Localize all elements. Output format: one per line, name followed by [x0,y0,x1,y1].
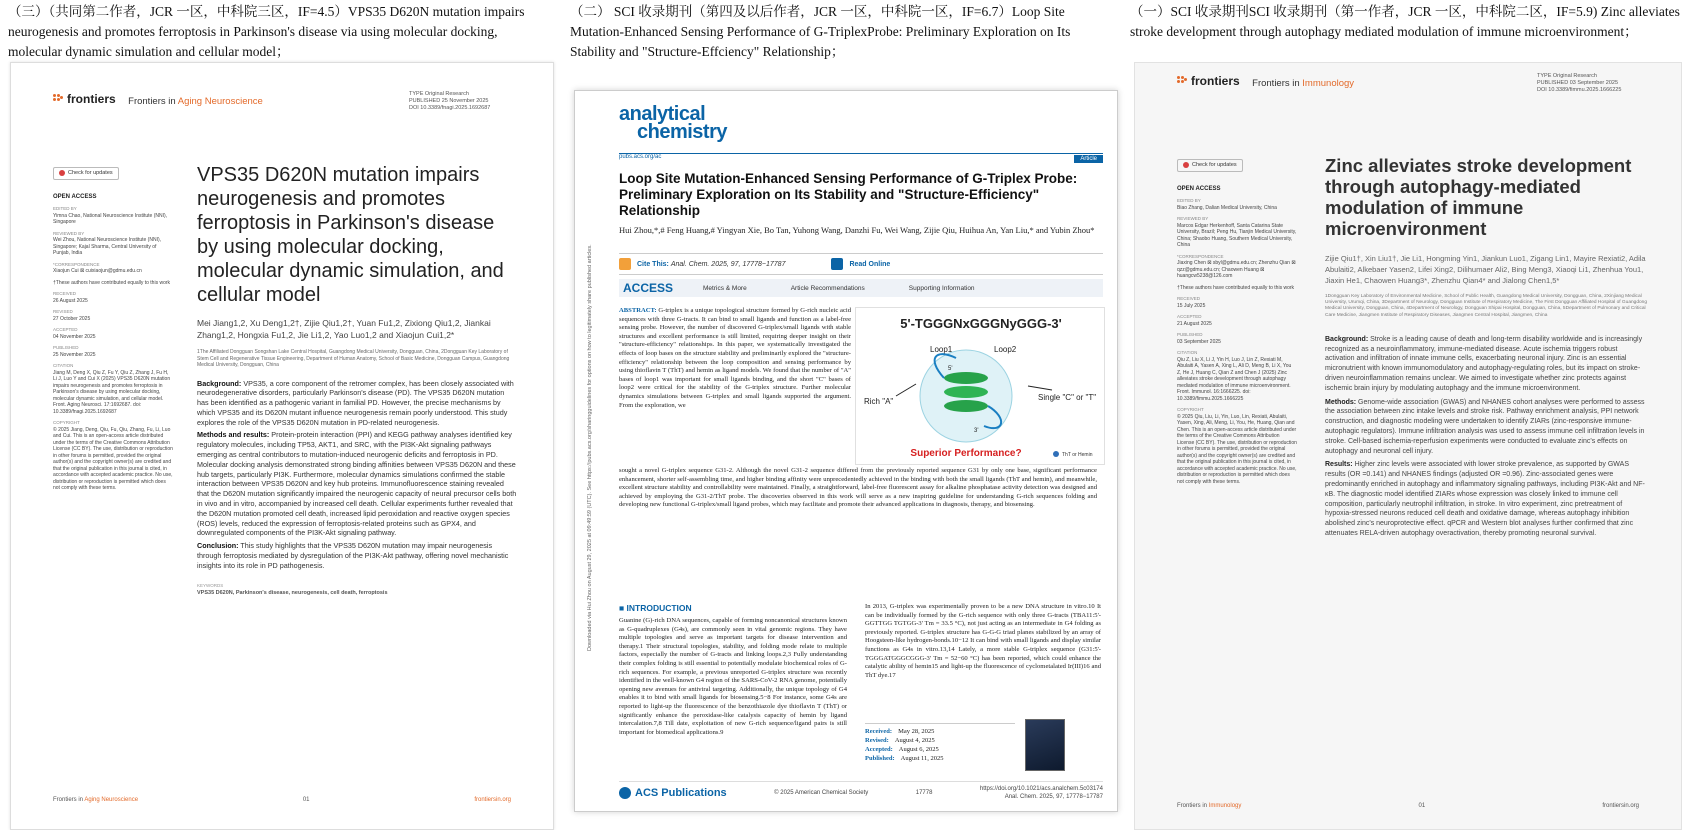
recommendations-link[interactable]: Article Recommendations [790,284,865,292]
journal-bar [619,153,1103,163]
paper-footer: Frontiers in Aging Neuroscience 01 frontiersin.org [53,797,511,803]
toc-sequence: 5'-TGGGNxGGGNyGGG-3' [900,316,1062,331]
sidebar-block [1177,198,1297,211]
sidebar-block [53,291,173,304]
date-row [865,727,1015,736]
toc-5prime: 5' [948,366,953,372]
access-label: ACCESS [623,281,674,295]
paper-keywords: KEYWORDS VPS35 D620N, Parkinson's disease, neurogenesis, cell death, ferroptosis [197,582,388,596]
sidebar-block [1177,350,1297,402]
article-dates [865,723,1015,763]
abstract-paragraph [1325,335,1647,394]
abstract-text: Genome-wide association (GWAS) and NHANES cohort analyses were performed to assess the association between zinc intake levels and stroke risk. Pathway enrichment analysis, PPI network construction, and diagnostic modeling were undertaken to identify ZIARs (zinc-responsive immune-autophagic regulators). Immune infiltration analysis was used to assess immune cell infiltration levels in stroke. Cell-based ischemia-reperfusion experiments were conducted to evaluate zinc's effects on autophagy and neuronal cell injury. [1325,398,1645,455]
paper-abstract [1325,335,1647,539]
date-value: August 6, 2025 [898,746,939,753]
date-label: Published: [865,755,895,762]
abstract-text: Stroke is a leading cause of death and long-term disability worldwide and is increasingly recognized as a neuroinflammatory, immune-mediated disease. Acute ischemia triggers robust activation and infiltration of innate immune cells, exacerbating neuronal injury. Zinc is an essential micronutrient with known immunomodulatory and autophagy-regulating roles, but its impact on stroke-driven neuroinflammation remains unclear. We aimed to investigate whether zinc protects against ischemic brain injury by modulating autophagy and the immune microenvironment. [1325,335,1643,392]
g-plane-3 [944,400,988,412]
download-notice: Downloaded via Hui Zhou on August 29, 2025 at 09:49:59 (UTC). See https://pubs.acs.org/sharingguidelines for options on how to legitimately share published articles. [587,244,593,651]
sidebar-block-text: 27 October 2025 [53,315,91,322]
paper-page-right [1134,62,1682,830]
page-number: 01 [1418,803,1426,809]
frontiers-dots-icon [1177,76,1187,86]
abstract-heading: Results: [1325,461,1353,469]
date-value: August 4, 2025 [894,737,935,744]
paper-title: Zinc alleviates stroke development through autophagy-mediated modulation of immune microenvironment [1325,155,1632,239]
sidebar-block [53,206,173,226]
access-bar [619,279,1103,297]
open-access-label: OPEN ACCESS [1177,185,1221,192]
sidebar-block-text: Biao Zhang, Dalian Medical University, China [1177,204,1277,211]
sidebar-block-label: REVIEWED BY [53,230,85,236]
sidebar-block-label: CITATION [53,363,74,368]
column-middle [568,0,1118,830]
open-access-label: OPEN ACCESS [53,193,97,200]
sidebar-block-text: 04 November 2025 [53,333,96,340]
sidebar-block-label: REVIEWED BY [1177,216,1209,221]
sidebar-block-text: †These authors have contributed equally to this work [1177,284,1295,291]
sidebar-block [1177,216,1297,249]
sidebar-block-label: RECEIVED [1177,296,1201,301]
introduction-right: In 2013, G-triplex was experimentally proven to be a new DNA structure in vitro.10 It can be individually formed by the G-rich sequence with only three G-tracts (TBA11:5'-GGTTGG TGTGG-3' Tm = 33.5 °C), not just acting as an intermediate in G4 folding as previously reported. G-triplex structure has G-G-G triad planes stabilized by an array of Hoogsteen-like hydrogen-bonds.10−12 It can bind with small ligands and display similar functions as G4s in vitro.13,14 Lately, a more stable G-triplex sequence (G31:5'-TGGGATGGGCGGG-3' Tm = 52−60 °C) has been reported, which could enhance the catalytic ability of hemin15 and light-up the fluorescence of cyclometalated Ir(III)16 and ThT dye.17 [865,603,1101,679]
sidebar-block-label: ACCEPTED [1177,314,1202,319]
sidebar-block-text: Jiaxing Chen ⊠ sbyl@gdmu.edu.cn; Zhenzhu Qian ⊠ qzz@gdmu.edu.cn; Chaowen Huang ⊠ huangcw5238@126.com [1177,260,1296,279]
date-label: Accepted: [865,746,893,753]
paper-affiliations: 1The Affiliated Dongguan Songshan Lake Central Hospital, Guangdong Medical University, Dongguan, China, 2Dongguan Key Laboratory of Stem Cell and Regenerative Tissue Engineering, Department of Human Anatomy, School of Basic Medicine, Dongguan Campus, Guangdong Medical University, Dongguan, China [197,349,510,368]
abstract-paragraph [1325,398,1647,457]
sidebar-block-label: RECEIVED [53,291,77,296]
single-arrow [1028,386,1052,390]
article-meta: TYPE Original Research PUBLISHED 25 November 2025 DOI 10.3389/fnagi.2025.1692687 [409,91,491,111]
sidebar-block [1177,254,1297,280]
sidebar-block [53,363,173,415]
sidebar-info [1177,159,1297,490]
date-row [865,745,1015,754]
sidebar-block-text: Wei Zhou, National Neuroscience Institute (NNI), Singapore; Kajal Sharma, Central University of Punjab, India [53,237,162,256]
legend-dot [1053,451,1059,457]
toc-3prime: 3' [974,428,979,434]
journal-cover-thumbnail [1025,719,1065,771]
abstract-paragraph [197,541,517,570]
sidebar-block-text: 03 September 2025 [1177,338,1221,345]
abstract-text: This study highlights that the VPS35 D620N mutation may impair neurogenesis through ferroptosis mediated by dysregulation of the PI3K-Akt pathway, offering novel mechanistic insights into its role in PD pathogenesis. [197,541,509,570]
sidebar-block [1177,407,1297,485]
column-right [1128,0,1684,830]
supporting-info-link[interactable]: Supporting Information [908,284,975,292]
abstract-heading: Conclusion: [197,541,239,551]
sidebar-block [1177,332,1297,345]
read-online-icon [831,258,843,270]
sidebar-block-label: *CORRESPONDENCE [1177,253,1224,259]
sidebar-block-label: EDITED BY [1177,198,1201,203]
paper-authors: Hui Zhou,*,# Feng Huang,# Yingyan Xie, Bo Tan, Yuhong Wang, Danzhi Fu, Wei Wang, Zijie Qiu, Huihua An, Yan Liu,* and Yubin Zhou* [619,225,1095,235]
abstract-part1: ABSTRACT: G-triplex is a unique topological structure formed by G-rich nucleic acid sequences with three G-tracts. It can bind to small ligands and function as a label-free sensing probe. However, the number of discovered G-triplex/small ligands with stable structures and excellent performance is still limited, requiring deeper insight on their "structure-efficiency" relationships. In this paper, we systematically investigated the effects of loop bases on the structure stability and preliminarily explored the "structure-efficiency" relationship between the loop composition and sensing performance by using thioflavin T (ThT) and hemin as ligand models. We found that the number of "A" bases of loop1 was important for small ligands binding, and the short "C" bases of loop2 were critical for the stability of the G-triplex structure. Further molecular dynamics simulations between G-triplex and small ligands supported the argument. From the exploration, we [619,307,851,409]
date-label: Revised: [865,737,889,744]
paper-main [1325,155,1647,543]
sidebar-block-label: COPYRIGHT [53,420,80,425]
abstract-text: Protein-protein interaction (PPI) and KEGG pathway analyses identified key regulatory molecules, including TP53, AKT1, and SRC, with the PI3K-Akt signaling pathways emerging as central contributors to mutation-induced neurogenic deficits and ferroptosis in PD. Molecular docking analysis demonstrated strong binding affinities between VPS35 D620N and these hub targets, particularly PI3K. Furthermore, molecular dynamics simulations confirmed the stable interaction between VPS35 D620N and key hub proteins. Immunofluorescence staining revealed that the D620N mutation significantly impaired the neurogenic capacity of neural precursor cells both in vivo and in vitro, accompanied by increased cell death. Cellular experiments further revealed that the D620N mutation promoted cell death, increased lipid peroxidation and reactive oxygen species (ROS) levels, reduced the expression of ferroptosis-related proteins such as GPX4, and downregulated components of the PI3K-Akt signaling pathway. [197,430,517,538]
footer-doi-block [980,785,1103,801]
read-online-link[interactable]: Read Online [849,260,891,268]
sidebar-block [53,280,173,287]
abstract-text: VPS35, a core component of the retromer complex, has been closely associated with neurodegenerative disorders, particularly Parkinson's disease (PD). The VPS35 D620N mutation has been identified as a pathogenic variant in familial PD. However, the precise mechanisms by which VPS35 and its D620N mutant influence neurogenesis remain poorly understood. This study explores the role of the VPS35 D620N mutation in PD-related neurogenesis. [197,378,514,427]
sidebar-block-text: 15 July 2025 [1177,302,1206,309]
abstract-heading: Background: [197,378,242,388]
sidebar-block-label: EDITED BY [53,206,77,211]
abstract-part2: sought a novel G-triplex sequence G31-2. Although the novel G31-2 sequence differed from the previously reported sequence G31 by only one base, significant performance enhancement, shorter self-assembling time, and higher binding affinity were unprecedentedly achieved in the binding with both the small ligands (ThT and hemin), and meanwhile, excellent structure stability and controllability were maintained. Finally, a straightforward, label-free fluorescent assay for alkaline phosphatase activity detection was designed and achieved by employing the G31-2/ThT probe. The discoveries observed in this work will serve as a new inspiring guideline for understanding G-rich sequences folding and developing new functional G-triplex/small ligand probes, which may facilitate and promote their advanced applications in diagnosis, therapy, and biosensing. [619,467,1097,509]
journal-url[interactable]: pubs.acs.org/ac [619,154,662,160]
sidebar-block [53,420,173,492]
abstract-paragraph [197,379,517,428]
section-heading-introduction: ■ INTRODUCTION [619,603,692,613]
cite-icon [619,258,631,270]
sidebar-block [1177,314,1297,327]
check-updates-icon [1183,162,1189,168]
date-label: Received: [865,728,893,735]
abstract-heading: Methods and results: [197,430,270,440]
caption-left: （三）（共同第二作者，JCR 一区，中科院三区，IF=4.5）VPS35 D620N mutation impairs neurogenesis and promotes ferroptosis in Parkinson's disease via using molecular docking, molecular dynamic simulation and cellular model； [8,4,525,59]
cite-reference: Anal. Chem. 2025, 97, 17778−17787 [670,260,786,268]
abstract-text: Higher zinc levels were associated with lower stroke prevalence, as supported by GWAS results (OR =0.141) and NHANES findings (adjusted OR =0.96). Zinc-associated genes were predominantly enriched in autophagy and inflammatory signaling pathways, including PI3K-Akt and NF-κB. The diagnostic model identified ZIARs whose expression was closely linked to immune cell composition, particularly neutrophil infiltration, in stroke. In vitro experiment, zinc pretreatment of hypoxia-stressed neurons reduced cell death and oxidative damage, whereas autophagy inhibition abolished zinc's neuroprotective effect. qPCR and Western blot analyses further confirmed that zinc attenuates RELA-driven autophagy overactivation, thereby promoting neuronal survival. [1325,461,1645,537]
sidebar-block-text: 21 August 2025 [1177,320,1212,327]
sidebar-block [53,327,173,340]
abstract-heading: Background: [1325,335,1369,343]
sidebar-blocks [53,206,173,492]
footer-link[interactable]: frontiersin.org [1602,803,1639,809]
footer-link[interactable]: frontiersin.org [474,797,511,803]
journal-logo: analytical chemistry [619,103,727,143]
g-plane-2 [944,386,988,398]
acs-logo-icon [619,787,631,799]
paper-footer: Frontiers in Immunology 01 frontiersin.org [1177,803,1639,809]
toc-loop2: Loop2 [994,345,1017,354]
sidebar-block-label: PUBLISHED [53,345,79,350]
caption-right: （一）SCI 收录期刊SCI 收录期刊（第一作者，JCR 一区，中科院二区，IF=5.9) Zinc alleviates stroke development through autophagy mediated modulation of immune microenvironment； [1130,4,1680,39]
sidebar-block-text: Xiaojun Cui ⊠ cuixiaojun@gdmu.edu.cn [53,268,142,274]
sidebar-block [1177,285,1297,292]
paper-affiliations: 1Dongguan Key Laboratory of Environmental Medicine, School of Public Health, Guangdong Medical University, Dongguan, China, 2Xinjiang Medical University, Urumqi, China, 3Department of Neurology, Dongguan Institute of Respiratory Medicine, The First Dongguan Affiliated Hospital of Guangdong Medical University, Dongguan, China, 4Department of Neurology, Dongguan Shipai Hospital, Dongguan, China, 5Department of Pulmonary and Critical Care Medicine, Jiangmen Institute of Respiratory Diseases, Jiangmen Central Hospital, Jiangmen, China [1325,294,1648,318]
g-plane-1 [944,372,988,384]
sidebar-block [53,262,173,275]
date-value: May 28, 2025 [898,728,935,735]
paper-footer [619,781,1103,803]
frontiers-dots-icon [53,94,63,104]
g-triplex-diagram [856,308,1106,466]
paper-page-middle [574,90,1118,812]
sidebar-blocks [1177,198,1297,485]
journal-name: Frontiers in Aging Neuroscience [128,96,263,107]
sidebar-info [53,167,173,497]
journal-name: Frontiers in Immunology [1252,78,1355,89]
column-left [6,0,556,830]
toc-legend: ThT or Hemin [1062,452,1093,458]
paper-authors: Zijie Qiu1†, Xin Liu1†, Jie Li1, Hongming Yin1, Jiankun Luo1, Zigang Lin1, Mayire Rexiati2, Adila Abulaiti2, Alkebaer Yasen2, Lifei Xing2, Dilihumaer Ali2, Bing Meng3, Xiaoqi Li1, Zhenhua You1, Jiaxin He1, Chaowen Huang3*, Zhenzhu Qian4* and Jialong Chen1,5* [1325,254,1646,285]
rich-arrow [896,384,916,396]
sidebar-block [53,231,173,257]
abstract-paragraph [197,430,517,538]
toc-graphic [855,307,1105,465]
toc-loop1: Loop1 [930,345,953,354]
paper-header [53,91,519,121]
metrics-link[interactable]: Metrics & More [703,284,747,292]
check-updates-icon [59,170,65,176]
sidebar-block-text: 25 November 2025 [53,351,96,358]
page-number: 01 [302,797,310,803]
frontiers-logo: frontiers [53,92,116,106]
sidebar-block-text: †These authors have contributed equally to this work [53,279,171,286]
sidebar-block [53,345,173,358]
toc-rich-a: Rich "A" [864,397,894,406]
paper-abstract [197,379,517,571]
abstract-heading: Methods: [1325,398,1357,406]
footer-ref: Anal. Chem. 2025, 97, 17778−17787 [1004,793,1103,800]
frontiers-logo: frontiers [1177,74,1240,88]
paper-page-left [10,62,554,830]
paper-header [1177,73,1647,103]
sidebar-block-text: © 2025 Jiang, Deng, Qiu, Fu, Qiu, Zhang, Fu, Li, Luo and Cui. This is an open-access article distributed under the terms of the Creative Commons Attribution License (CC BY). The use, distribution or reproduction in other forums is permitted, provided the original author(s) and the copyright owner(s) are credited and that the original publication in this journal is cited, in accordance with accepted academic practice. No use, distribution or reproduction is permitted which does not comply with these terms. [53,426,173,491]
abstract-paragraph [1325,460,1647,538]
toc-question: Superior Performance? [910,448,1022,459]
paper-title: VPS35 D620N mutation impairs neurogenesis and promotes ferroptosis in Parkinson's disease by using molecular docking, molecular dynamic simulation, and cellular model [197,164,504,306]
article-meta: TYPE Original Research PUBLISHED 03 September 2025 DOI 10.3389/fimmu.2025.1666225 [1537,73,1622,93]
introduction-left: Guanine (G)-rich DNA sequences, capable of forming noncanonical structures known as G-quadruplexes (G4s), are commonly seen in vital genomic regions. They have multiple topologies and serve as important targets for disease intervention and therapy.1 Their structural topologies, stability, and folding mode relate to multiple factors, especially the number of G-tracts and linking loops.2,3 Fully understanding their complex folding is still essential to potentially modulate biochemical roles of G-rich sequences. For example, a previous unreported G-triplex structure was recently identified in the well-known G4 region of the SARS-CoV-2 RNA genome, potentially opening new avenues for antiviral targeting. Additionally, the unique topology of G4 enables it to bind with small ligands for biosensing.5−8 For instance, some G4s are reported to light-up the fluorescence of the benzothiazole dye thioflavin T (ThT) or significantly enhance the peroxidase-like catalysis capacity of hemin by ligand intercalation.7,8 Till date, exploitation of new G-rich sequence/ligand pairs is still important for biomedical applications.9 [619,617,847,736]
sidebar-block-text: 26 August 2025 [53,297,88,304]
paper-authors: Mei Jiang1,2, Xu Deng1,2†, Zijie Qiu1,2†, Yuan Fu1,2, Zixiong Qiu1,2, Jiankai Zhang1,2, Hongxia Fu1,2, Jie Li1,2, Yao Luo1,2 and Xiaojun Cui1,2* [197,318,491,340]
sidebar-block-label: PUBLISHED [1177,332,1203,337]
paper-main [197,163,517,596]
date-value: August 11, 2025 [900,755,944,762]
sidebar-block-text: Jiang M, Deng X, Qiu Z, Fu Y, Qiu Z, Zhang J, Fu H, Li J, Luo Y and Cui X (2025) VPS35 D620N mutation impairs neurogenesis and promotes ferroptosis in Parkinson's disease by using molecular docking, molecular dynamic simulation, and cellular model. Front. Aging Neurosci. 17:1692687. doi: 10.3389/fnagi.2025.1692687 [53,369,171,415]
cite-bar: Cite This: Anal. Chem. 2025, 97, 17778−17787 Read Online [619,253,1103,275]
article-tag: Article [1074,155,1103,163]
sidebar-block-text: Qiu Z, Liu X, Li J, Yin H, Luo J, Lin Z, Rexiati M, Abulaiti A, Yasen A, Xing L, Ali D, Meng B, Li X, You Z, He J, Huang C, Qian Z and Chen J (2025) Zinc alleviates stroke development through autophagy mediated modulation of immune microenvironment. Front. Immunol. 16:1666225. doi: 10.3389/fimmu.2025.1666225 [1177,356,1292,402]
sidebar-block-label: CITATION [1177,350,1198,355]
acs-publications-logo: ACS Publications [619,787,727,799]
date-row [865,736,1015,745]
sidebar-block-text: Yimna Chao, National Neuroscience Institute (NNI), Singapore [53,212,168,225]
sidebar-block [53,309,173,322]
toc-single: Single "C" or "T" [1038,393,1097,402]
sidebar-block-label: REVISED [53,309,73,314]
date-row [865,754,1015,763]
sidebar-block-text: © 2025 Qiu, Liu, Li, Yin, Luo, Lin, Rexiati, Abulaiti, Yasen, Xing, Ali, Meng, Li, You, He, Huang, Qian and Chen. This is an open-access article distributed under the terms of the Creative Commons Attribution License (CC BY). The use, distribution or reproduction in other forums is permitted, provided the original author(s) and the copyright owner(s) are credited and that the original publication in this journal is cited, in accordance with accepted academic practice. No use, distribution or reproduction is permitted which does not comply with these terms. [1177,413,1297,485]
sidebar-block-label: COPYRIGHT [1177,407,1204,412]
footer-doi[interactable]: https://doi.org/10.1021/acs.analchem.5c03174 [979,785,1103,792]
sidebar-block [1177,296,1297,309]
sidebar-block-label: ACCEPTED [53,327,78,332]
caption-middle: （二） SCI 收录期刊（第四及以后作者，JCR 一区，中科院一区，IF=6.7）Loop Site Mutation-Enhanced Sensing Performance of G-TriplexProbe: Preliminary Exploration on Its Stability and "Structure-Effciency" Relationship； [570,4,1071,59]
paper-title: Loop Site Mutation-Enhanced Sensing Performance of G-Triplex Probe: Preliminary Exploration on Its Stability and "Structure-Efficiency" Relationship [619,171,1078,218]
check-updates-button[interactable]: Check for updates [1177,159,1243,172]
page-number: 17778 [915,789,933,796]
sidebar-block-label: *CORRESPONDENCE [53,261,100,267]
footer-copyright: © 2025 American Chemical Society [774,789,869,796]
check-updates-button[interactable]: Check for updates [53,167,119,180]
sidebar-block-text: Marcos Edgar Herkenhoff, Santa Catarina State University, Brazil; Peng Hu, Tianjin Medical University, China; Shaobo Huang, Southern Medical University, China [1177,222,1297,248]
